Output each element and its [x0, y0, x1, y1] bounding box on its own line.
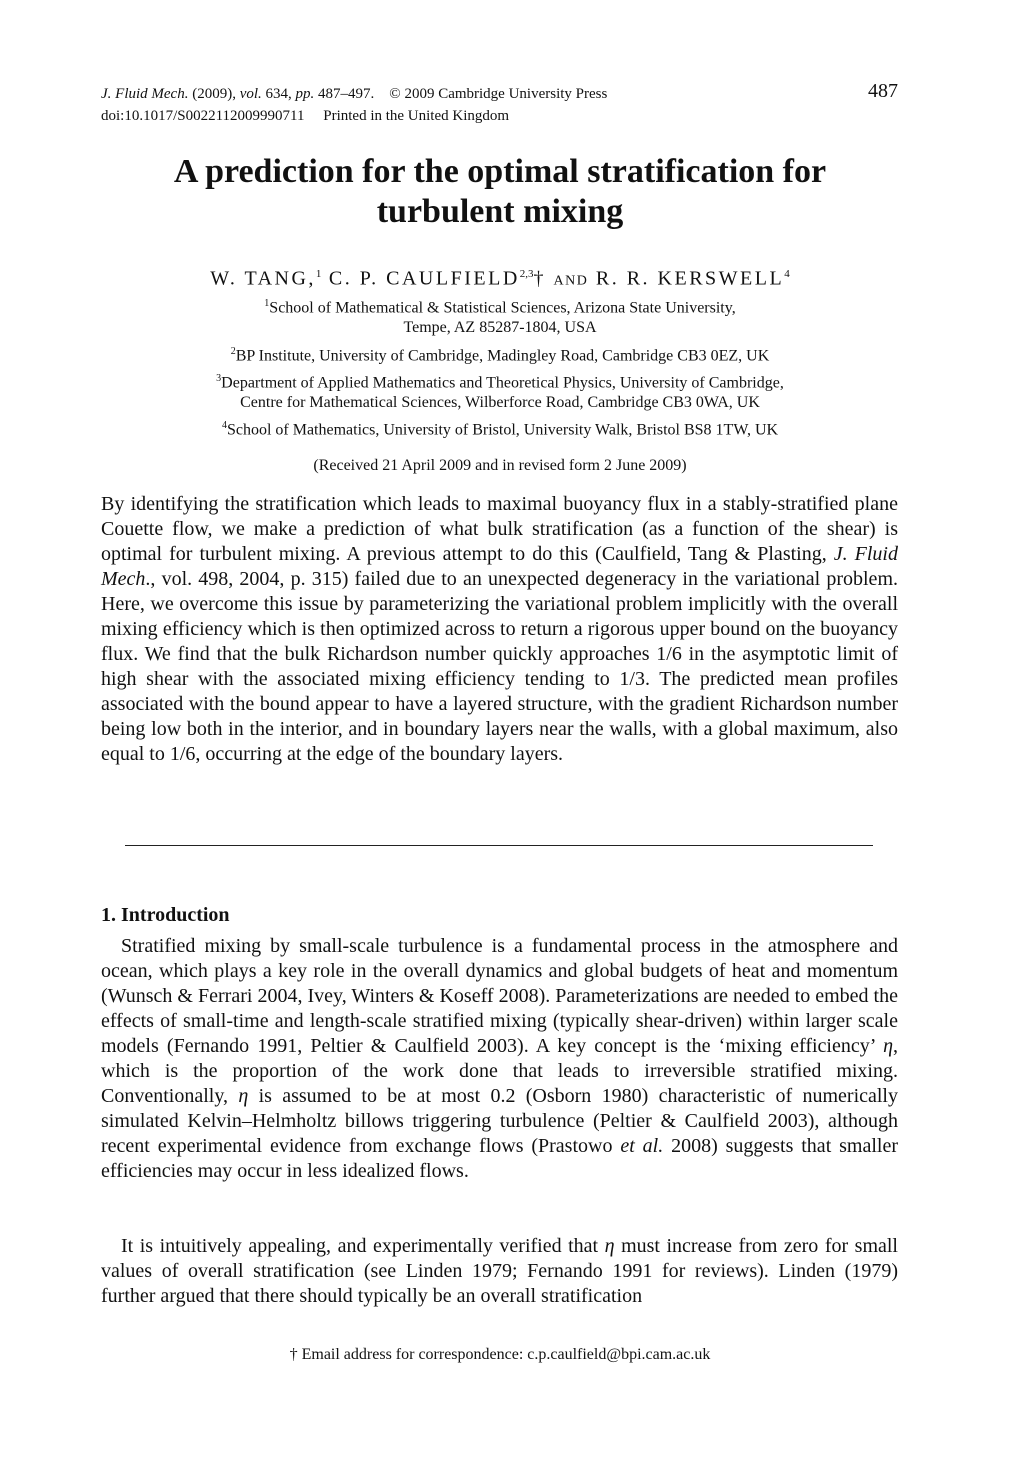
- affil-line: Centre for Mathematical Sciences, Wilberforce Road, Cambridge CB3 0WA, UK: [240, 394, 760, 412]
- pages-label: pp.: [295, 86, 315, 102]
- et-al: et al.: [620, 1135, 664, 1157]
- abstract-journal: J. Fluid Mech: [101, 543, 898, 590]
- page-number: 487: [868, 80, 898, 102]
- copyright: © 2009 Cambridge University Press: [389, 86, 608, 102]
- affil-line: School of Mathematics, University of Bristol, University Walk, Bristol BS8 1TW, UK: [226, 421, 779, 439]
- volume-number: 634,: [265, 86, 292, 102]
- title-line-2: turbulent mixing: [376, 193, 624, 230]
- affil-sup: 3: [216, 373, 222, 384]
- body-text: , which is the proportion of the work done that leads to irreversible stratified mixing. Conventionally,: [101, 1035, 898, 1107]
- affil-line: Department of Applied Mathematics and Theoretical Physics, University of Cambridge,: [221, 374, 784, 392]
- journal-year: (2009),: [192, 86, 236, 102]
- body-text: is assumed to be at most 0.2 (Osborn 1980) characteristic of numerically simulated Kelvin–Helmholtz billows triggering turbulence (Peltier & Caulfield 2003), although recent experimental evidence from exchange flows (Prastowo: [101, 1085, 898, 1157]
- title-line-1: A prediction for the optimal stratification for: [173, 153, 827, 190]
- page-range: 487–497.: [318, 86, 375, 102]
- author-1-affil: 1: [315, 268, 322, 280]
- affil-line: Tempe, AZ 85287-1804, USA: [403, 319, 597, 337]
- journal-name: J. Fluid Mech.: [101, 86, 189, 102]
- affil-sup: 2: [230, 346, 236, 357]
- abstract-text: ., vol. 498, 2004, p. 315) failed due to an unexpected degeneracy in the variational problem. Here, we overcome this issue by parameterizing the variational problem implicitly with the overall mixing efficiency which is then optimized across to return a rigorous upper bound on the buoyancy flux. We find that the bulk Richardson number quickly approaches 1/6 in the asymptotic limit of high shear with the associated mixing efficiency tending to 1/3. The predicted mean profiles associated with the bound appear to have a layered structure, with the gradient Richardson number being low both in the interior, and in boundary layers near the walls, with a global maximum, also equal to 1/6, occurring at the edge of the boundary layers.: [101, 568, 898, 765]
- body-text: It is intuitively appealing, and experimentally verified that: [121, 1235, 605, 1257]
- author-list: [80, 260, 920, 296]
- affiliation-1: [80, 294, 920, 338]
- volume-label: vol.: [239, 86, 262, 102]
- affiliation-2: [80, 342, 920, 366]
- body-text: must increase from zero for small values of overall stratification (see Linden 1979; Fernando 1991 for reviews). Linden (1979) further argued that there should typically be an overall stratification: [101, 1235, 898, 1307]
- intro-paragraph-2: [101, 1234, 898, 1309]
- dagger-mark: †: [533, 267, 547, 290]
- eta-symbol: η: [883, 1035, 893, 1057]
- author-2-affil: 2,3: [519, 268, 534, 280]
- doi-link[interactable]: doi:10.1017/S0022112009990711: [101, 108, 305, 124]
- affil-sup: 4: [221, 420, 227, 431]
- section-heading: 1. Introduction: [101, 904, 230, 926]
- affiliation-4: [80, 416, 920, 440]
- running-header-line1: [101, 83, 607, 105]
- abstract-divider: [125, 845, 873, 846]
- body-text: Stratified mixing by small-scale turbulence is a fundamental process in the atmosphere and ocean, which plays a key role in the overall dynamics and global budgets of heat and momentum (Wunsch & Ferrari 2004, Ivey, Winters & Koseff 2008). Parameterizations are needed to embed the effects of small-time and length-scale stratified mixing (typically shear-driven) within larger scale models (Fernando 1991, Peltier & Caulfield 2003). A key concept is the ‘mixing efficiency’: [101, 935, 898, 1057]
- author-3: R. R. KERSWELL: [595, 267, 785, 290]
- affiliation-3: [80, 369, 920, 413]
- correspondence-footnote: † Email address for correspondence: c.p.caulfield@bpi.cam.ac.uk: [289, 1346, 711, 1363]
- affil-line: School of Mathematical & Statistical Sciences, Arizona State University,: [269, 299, 736, 317]
- running-header-line2: [101, 105, 509, 127]
- eta-symbol: η: [238, 1085, 249, 1107]
- abstract-text: By identifying the stratification which leads to maximal buoyancy flux in a stably-stratified plane Couette flow, we make a prediction of what bulk stratification (as a function of the shear) is optimal for turbulent mixing. A previous attempt to do this (Caulfield, Tang & Plasting,: [101, 493, 898, 565]
- author-1: W. TANG,: [210, 267, 316, 290]
- author-2: C. P. CAULFIELD: [328, 267, 520, 290]
- paper-title: [80, 152, 920, 232]
- body-text: 2008) suggests that smaller efficiencies may occur in less idealized flows.: [101, 1135, 898, 1182]
- eta-symbol: η: [604, 1235, 615, 1257]
- intro-paragraph-1: [101, 934, 898, 1184]
- affil-sup: 1: [264, 298, 270, 309]
- affil-line: BP Institute, University of Cambridge, Madingley Road, Cambridge CB3 0EZ, UK: [235, 347, 770, 365]
- printed-note: Printed in the United Kingdom: [323, 108, 510, 124]
- abstract: [101, 492, 898, 767]
- received-dates: (Received 21 April 2009 and in revised form 2 June 2009): [313, 457, 687, 474]
- and-connector: AND: [553, 273, 589, 289]
- author-3-affil: 4: [784, 268, 790, 280]
